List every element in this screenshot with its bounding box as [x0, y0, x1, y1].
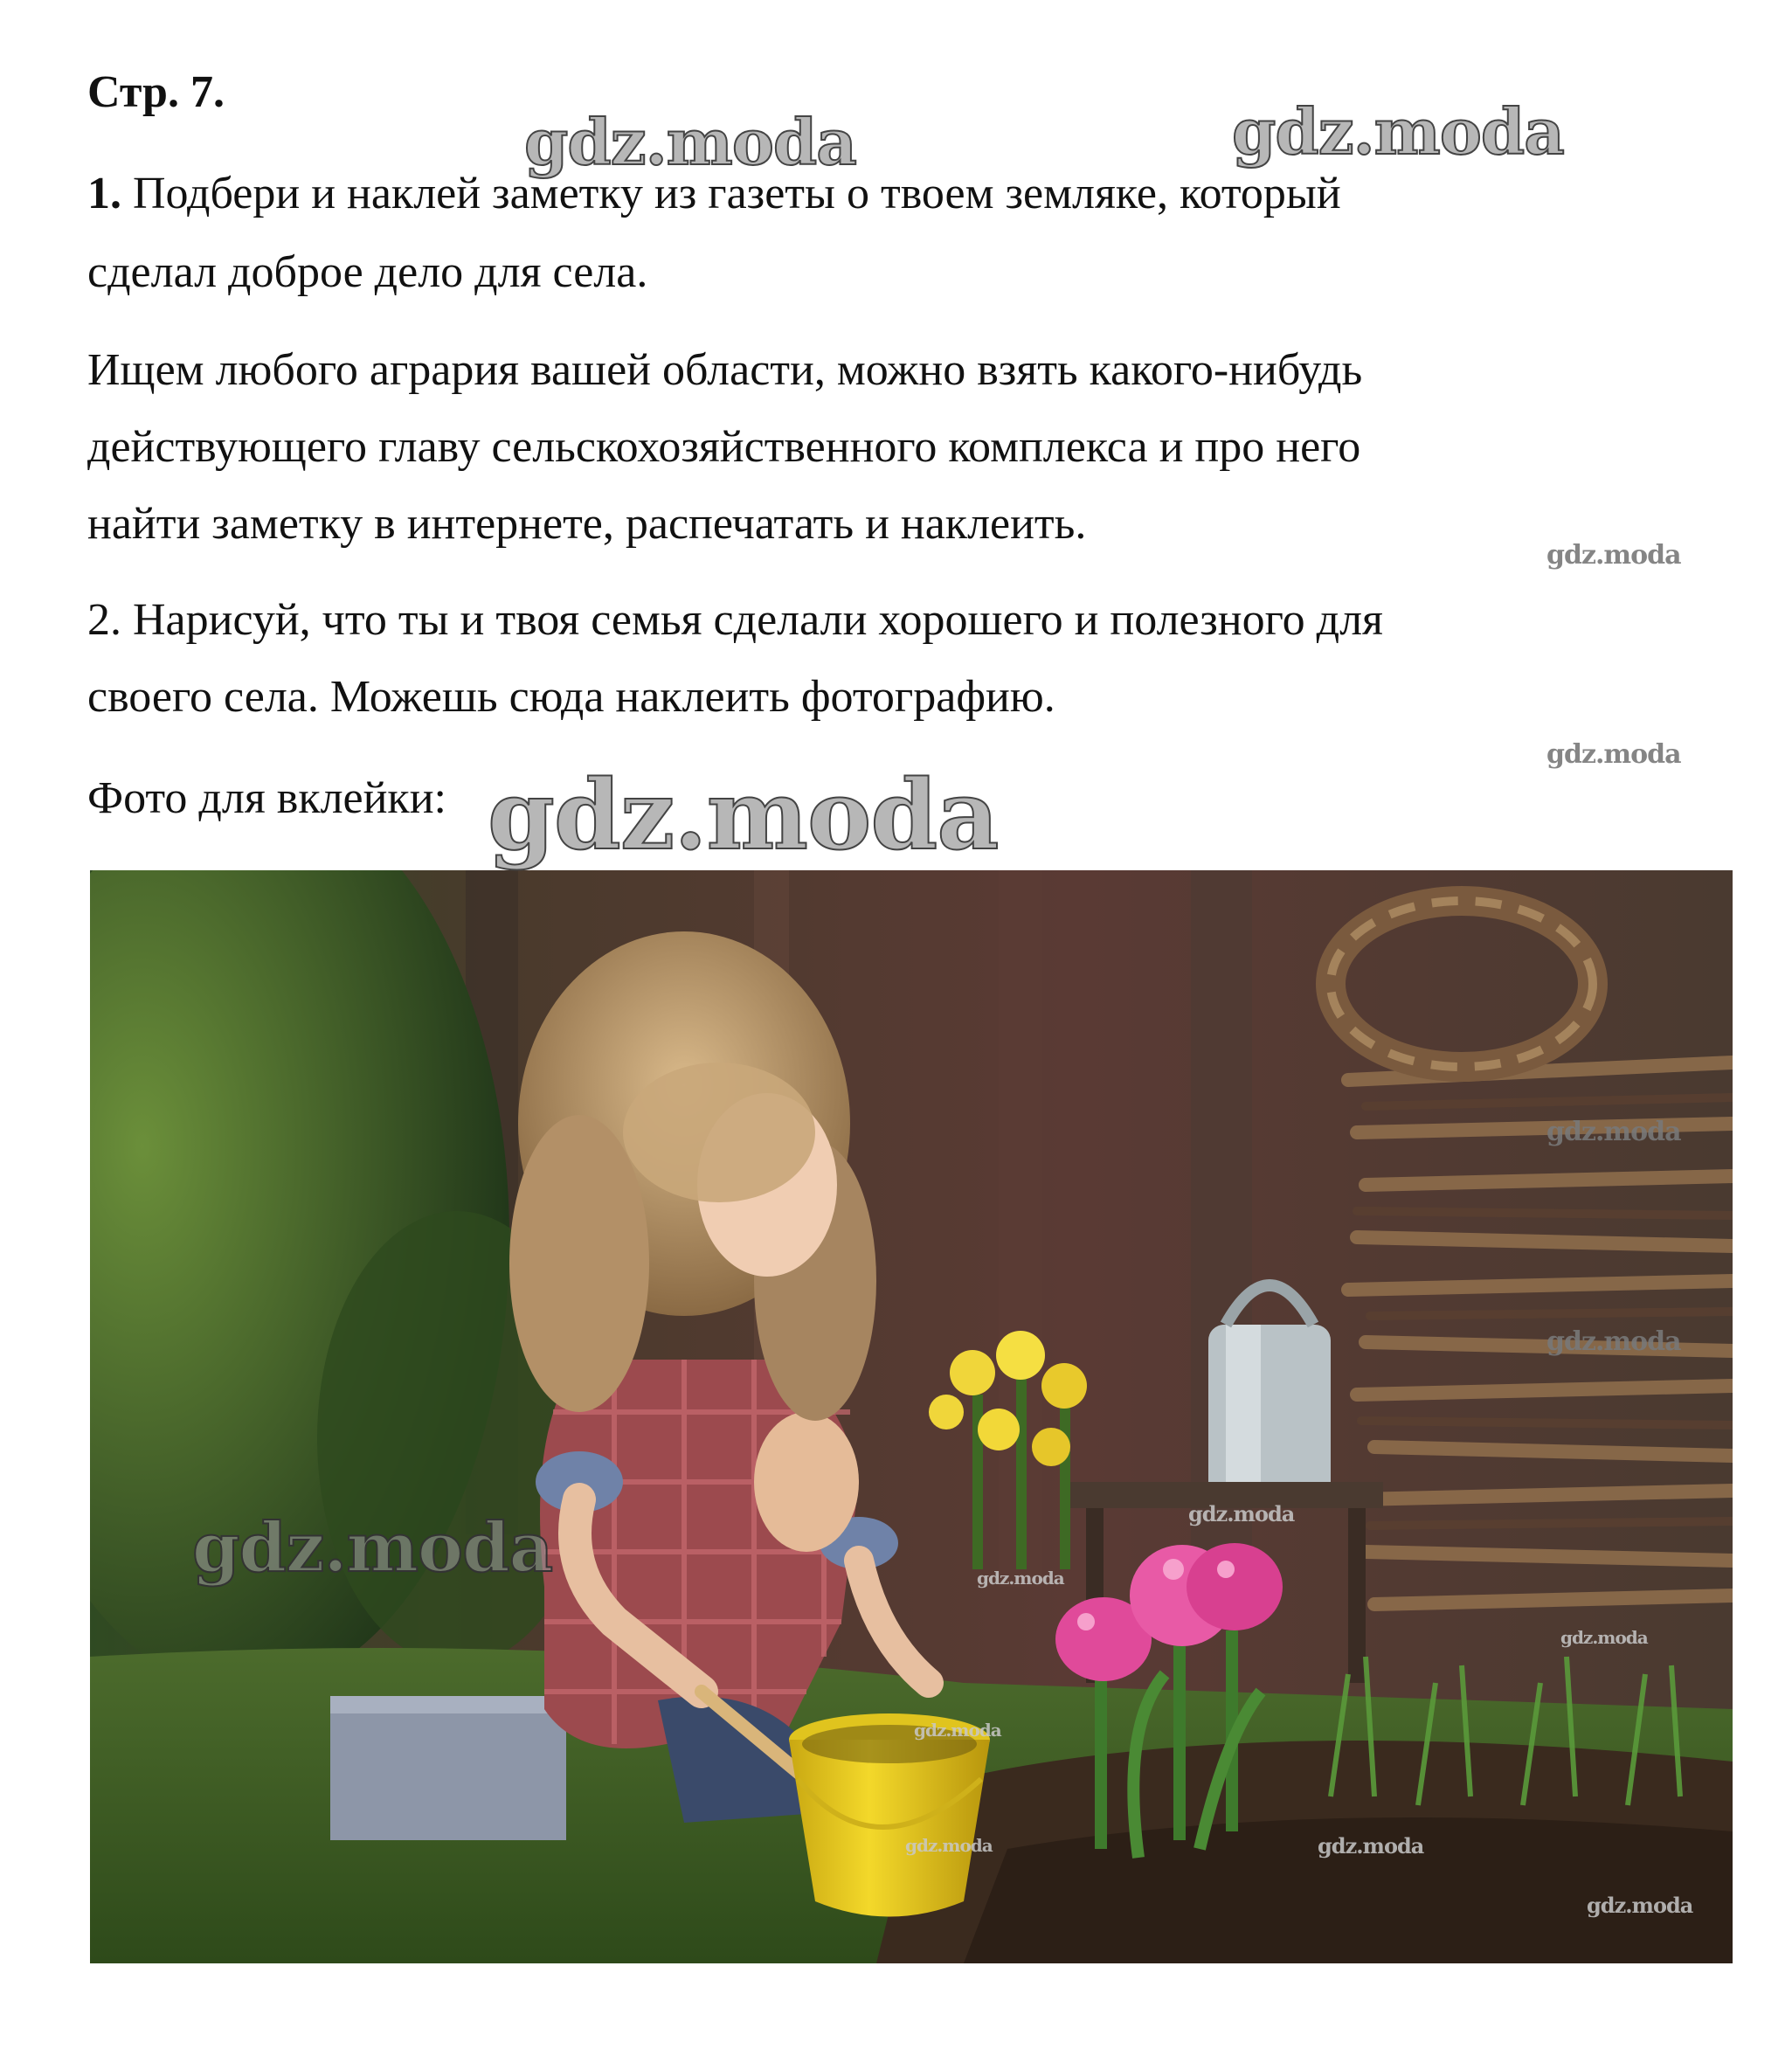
watermark-gdz-moda: gdz.moda — [1546, 540, 1681, 571]
watermark-gdz-moda: gdz.moda — [1587, 1893, 1693, 1918]
watermark-gdz-moda: gdz.moda — [905, 1835, 993, 1856]
task1-text-line1: Подбери и наклей заметку из газеты о твоем земляке, который — [133, 169, 1341, 218]
watermark-gdz-moda: gdz.moda — [192, 1508, 553, 1588]
watermark-gdz-moda: gdz.moda — [488, 758, 999, 871]
watermark-gdz-moda: gdz.moda — [1546, 1117, 1681, 1147]
answer-line3: найти заметку в интернете, распечатать и наклеить. — [87, 499, 1087, 549]
task2-line2: своего села. Можешь сюда наклеить фотографию. — [87, 672, 1055, 722]
photo-label: Фото для вклейки: — [87, 773, 446, 823]
answer-line2: действующего главу сельскохозяйственного комплекса и про него — [87, 422, 1361, 472]
garden-photo — [90, 870, 1733, 1963]
watermark-gdz-moda: gdz.moda — [1188, 1501, 1295, 1526]
watermark-gdz-moda: gdz.moda — [1560, 1627, 1648, 1648]
task1-number: 1. — [87, 169, 121, 218]
watermark-gdz-moda: gdz.moda — [1546, 1326, 1681, 1357]
watermark-gdz-moda: gdz.moda — [914, 1720, 1001, 1741]
page-heading: Стр. 7. — [87, 67, 225, 117]
watermark-gdz-moda: gdz.moda — [524, 105, 856, 179]
watermark-gdz-moda: gdz.moda — [1546, 739, 1681, 770]
watermark-gdz-moda: gdz.moda — [1232, 94, 1564, 169]
answer-line1: Ищем любого агрария вашей области, можно взять какого-нибудь — [87, 345, 1363, 395]
task2-line1: 2. Нарисуй, что ты и твоя семья сделали хорошего и полезного для — [87, 595, 1383, 645]
watermark-gdz-moda: gdz.moda — [1318, 1833, 1424, 1859]
watermark-gdz-moda: gdz.moda — [977, 1568, 1064, 1589]
task1-line2: сделал доброе дело для села. — [87, 247, 648, 297]
